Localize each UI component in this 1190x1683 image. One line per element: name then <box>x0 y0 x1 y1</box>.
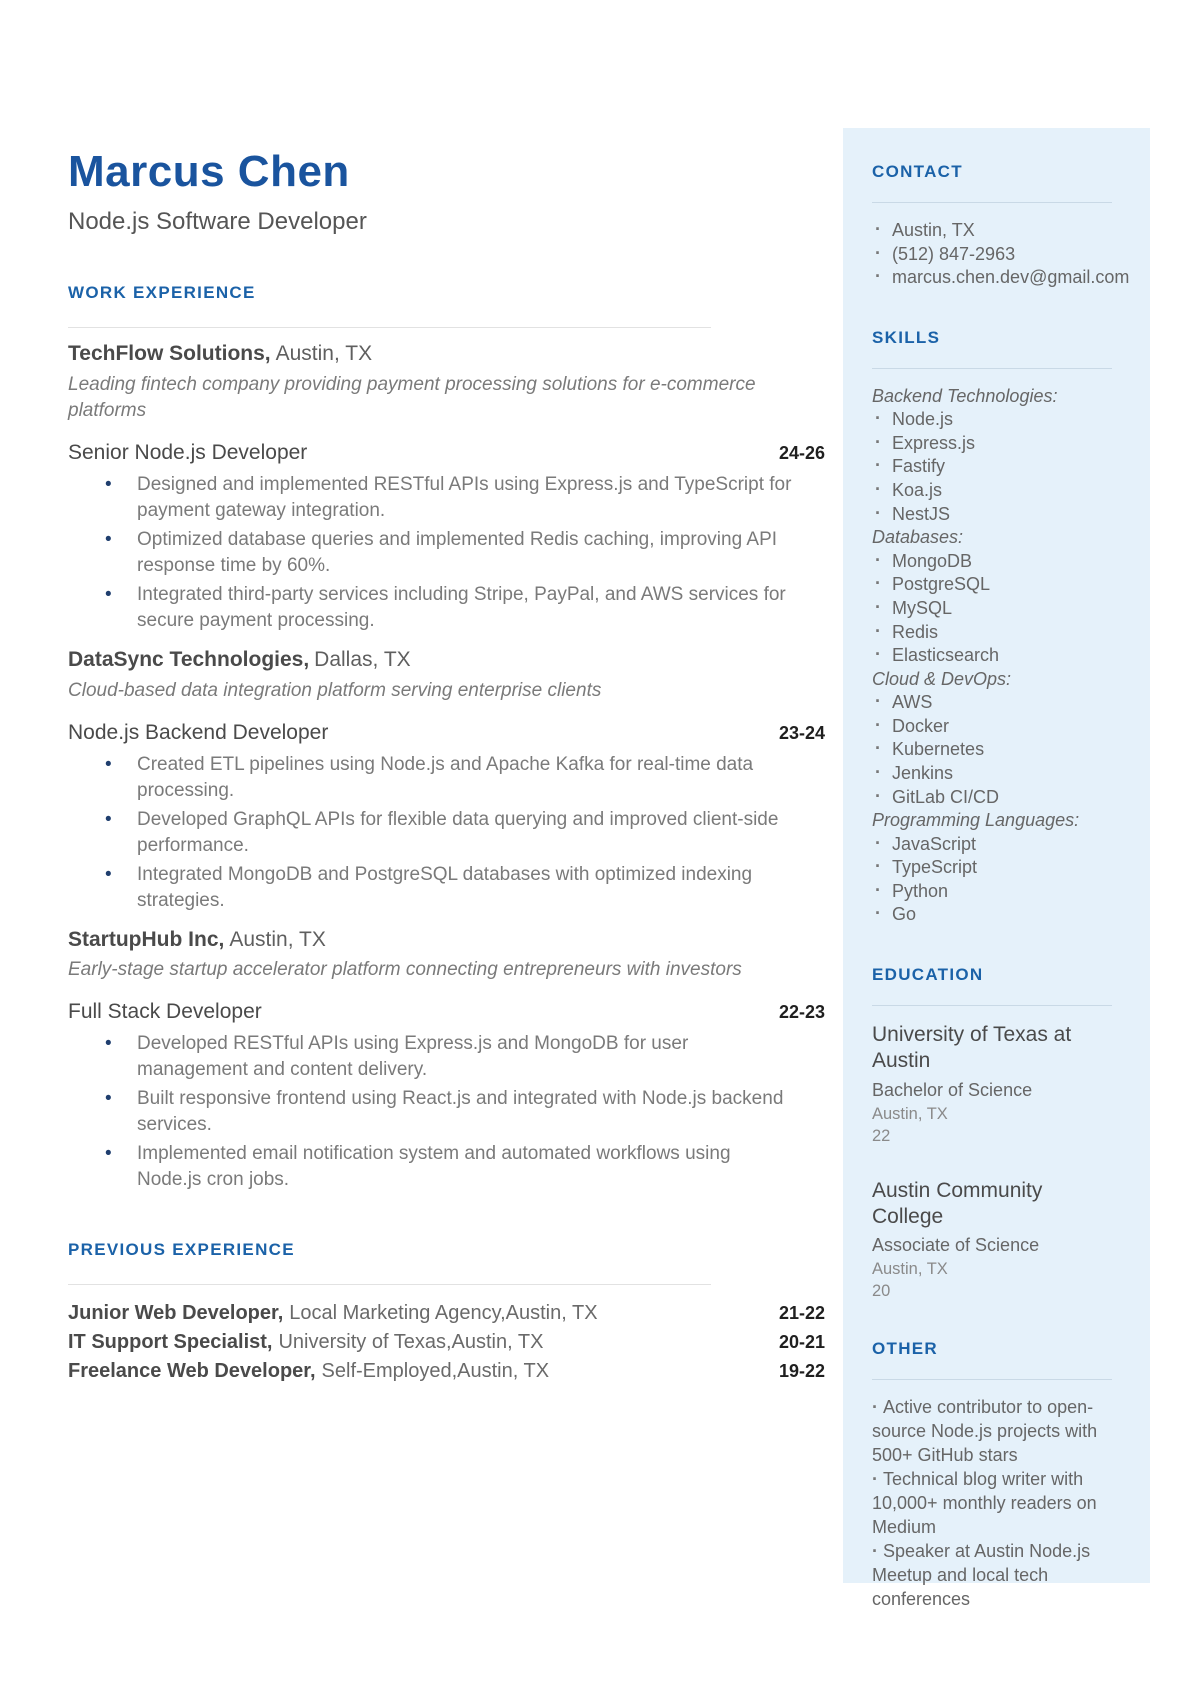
previous-experience-heading: PREVIOUS EXPERIENCE <box>68 1240 295 1260</box>
role-dates: 22-23 <box>778 1002 825 1023</box>
company-name: DataSync Technologies, <box>68 648 310 672</box>
skill-group-label: Cloud & DevOps: <box>872 668 1012 689</box>
company-description: Early-stage startup accelerator platform connecting entrepreneurs with investors <box>68 959 742 981</box>
school-degree: Associate of Science <box>872 1235 1040 1256</box>
role-title: Full Stack Developer <box>68 1000 262 1024</box>
bullet-item: • Developed RESTful APIs using Express.js and MongoDB for user management and content delivery. <box>105 1031 793 1083</box>
list-item-text: Python <box>892 880 949 901</box>
previous-role-org: Self-Employed,Austin, TX <box>321 1360 550 1383</box>
school-entry <box>872 1022 1112 1146</box>
list-item <box>872 880 1112 904</box>
education-heading: EDUCATION <box>872 965 984 985</box>
work-experience-divider <box>68 327 711 328</box>
list-item-text: PostgreSQL <box>892 574 991 595</box>
company-roles <box>68 441 825 634</box>
school-degree: Bachelor of Science <box>872 1079 1033 1100</box>
list-item <box>872 550 1112 574</box>
skills-section <box>872 328 1112 927</box>
list-item-text: Jenkins <box>892 762 954 783</box>
other-divider <box>872 1379 1112 1380</box>
company-line <box>68 340 825 367</box>
list-item <box>872 833 1112 857</box>
list-item <box>872 762 1112 786</box>
list-item-text: MongoDB <box>892 550 973 571</box>
role-dates: 24-26 <box>778 443 825 464</box>
list-item <box>872 432 1112 456</box>
skill-group <box>872 809 1112 927</box>
company-name: TechFlow Solutions, <box>68 342 271 366</box>
role-dates: 23-24 <box>778 722 825 743</box>
other-heading: OTHER <box>872 1339 938 1359</box>
education-divider <box>872 1005 1112 1006</box>
school-name: Austin Community College <box>872 1178 1043 1228</box>
other-item: · Technical blog writer with 10,000+ monthly readers on Medium <box>872 1468 1112 1540</box>
list-item <box>872 786 1112 810</box>
school-name: University of Texas at Austin <box>872 1023 1072 1073</box>
contact-heading: CONTACT <box>872 162 963 181</box>
previous-role-row <box>68 1299 825 1328</box>
other-item: · Active contributor to open-source Node.js projects with 500+ GitHub stars <box>872 1396 1112 1468</box>
list-item <box>872 856 1112 880</box>
bullet-item: • Developed GraphQL APIs for flexible data querying and improved client-side performance. <box>105 807 793 859</box>
list-item-text: JavaScript <box>892 833 977 854</box>
bullet-item: • Built responsive frontend using React.js and integrated with Node.js backend services. <box>105 1086 793 1138</box>
person-job-title: Node.js Software Developer <box>68 208 367 236</box>
education-list <box>872 1022 1112 1301</box>
role-entry <box>68 441 825 634</box>
other-list <box>872 1396 1112 1611</box>
previous-role-row <box>68 1328 825 1357</box>
bullet-item: • Integrated third-party services including Stripe, PayPal, and AWS services for secure payment processing. <box>105 582 793 634</box>
previous-role-dates: 20-21 <box>778 1332 825 1353</box>
list-item <box>872 621 1112 645</box>
previous-role-org: University of Texas,Austin, TX <box>278 1331 544 1354</box>
list-item <box>872 243 1112 267</box>
role-bullets <box>105 1031 825 1193</box>
company-entry <box>68 646 825 914</box>
skill-items <box>872 550 1112 668</box>
contact-section <box>872 162 1130 290</box>
skill-group-label: Databases: <box>872 527 964 548</box>
list-item-text: Docker <box>892 715 950 736</box>
list-item <box>872 503 1112 527</box>
role-bullets <box>105 472 825 634</box>
school-location: Austin, TX <box>872 1104 948 1123</box>
work-experience-list <box>68 340 825 1193</box>
main-column <box>68 148 825 1386</box>
list-item <box>872 219 1112 243</box>
bullet-item: • Integrated MongoDB and PostgreSQL databases with optimized indexing strategies. <box>105 862 793 914</box>
role-row <box>68 441 825 465</box>
list-item-text: MySQL <box>892 597 953 618</box>
list-item-text: AWS <box>892 692 933 713</box>
list-item <box>872 455 1112 479</box>
list-item <box>872 691 1112 715</box>
company-name: StartupHub Inc, <box>68 927 225 951</box>
other-item: · Speaker at Austin Node.js Meetup and local tech conferences <box>872 1540 1112 1612</box>
list-item <box>872 573 1112 597</box>
work-experience-heading: WORK EXPERIENCE <box>68 283 256 303</box>
list-item <box>872 644 1112 668</box>
list-item-text: Express.js <box>892 432 976 453</box>
company-line <box>68 926 825 953</box>
skill-items <box>872 833 1112 927</box>
bullet-item: • Optimized database queries and implemented Redis caching, improving API response time by 60%. <box>105 527 793 579</box>
skill-group-label: Programming Languages: <box>872 810 1080 831</box>
list-item-text: Koa.js <box>892 480 943 501</box>
previous-role-dates: 19-22 <box>778 1361 825 1382</box>
skill-items <box>872 408 1112 526</box>
skills-heading: SKILLS <box>872 327 941 347</box>
role-row <box>68 721 825 745</box>
list-item-text: Austin, TX <box>892 220 975 240</box>
list-item-text: GitLab CI/CD <box>892 786 1000 807</box>
list-item-text: Elasticsearch <box>892 645 1000 666</box>
role-title: Node.js Backend Developer <box>68 720 329 744</box>
company-description: Leading fintech company providing payment processing solutions for e-commerce platforms <box>68 373 756 421</box>
skill-group <box>872 526 1112 667</box>
skills-list <box>872 385 1112 927</box>
company-entry <box>68 926 825 1194</box>
bullet-item: • Created ETL pipelines using Node.js and Apache Kafka for real-time data processing. <box>105 752 793 804</box>
education-section <box>872 965 1112 1301</box>
list-item <box>872 597 1112 621</box>
list-item <box>872 408 1112 432</box>
company-roles <box>68 721 825 914</box>
company-description: Cloud-based data integration platform serving enterprise clients <box>68 679 602 701</box>
bullet-item: • Implemented email notification system and automated workflows using Node.js cron jobs. <box>105 1141 793 1193</box>
role-entry <box>68 1000 825 1193</box>
previous-experience-list <box>68 1299 825 1386</box>
company-roles <box>68 1000 825 1193</box>
previous-experience-divider <box>68 1284 711 1285</box>
school-location: Austin, TX <box>872 1260 948 1279</box>
role-title: Senior Node.js Developer <box>68 441 308 465</box>
list-item-text: Redis <box>892 621 939 642</box>
skill-group <box>872 385 1112 526</box>
list-item-text: marcus.chen.dev@gmail.com <box>892 267 1130 288</box>
person-name: Marcus Chen <box>68 147 350 196</box>
school-year: 20 <box>872 1282 891 1301</box>
list-item <box>872 266 1130 290</box>
previous-role-dates: 21-22 <box>778 1303 825 1324</box>
company-line <box>68 646 825 673</box>
list-item-text: Kubernetes <box>892 739 985 760</box>
previous-role-title: Junior Web Developer, <box>68 1302 284 1325</box>
company-location: Austin, TX <box>275 342 373 366</box>
list-item-text: Node.js <box>892 409 954 430</box>
list-item-text: Go <box>892 904 917 925</box>
company-location: Austin, TX <box>229 927 326 951</box>
skill-group <box>872 668 1112 809</box>
school-year: 22 <box>872 1126 891 1145</box>
previous-role-title: Freelance Web Developer, <box>68 1360 316 1383</box>
previous-role-row <box>68 1357 825 1386</box>
list-item-text: TypeScript <box>892 857 978 878</box>
other-section <box>872 1339 1112 1611</box>
skill-items <box>872 691 1112 809</box>
list-item-text: (512) 847-2963 <box>892 243 1016 264</box>
list-item <box>872 479 1112 503</box>
skill-group-label: Backend Technologies: <box>872 385 1058 406</box>
list-item-text: NestJS <box>892 503 951 524</box>
sidebar-panel <box>843 128 1150 1609</box>
list-item <box>872 715 1112 739</box>
school-entry <box>872 1178 1112 1302</box>
list-item <box>872 903 1112 927</box>
company-location: Dallas, TX <box>314 648 411 672</box>
previous-role-org: Local Marketing Agency,Austin, TX <box>289 1302 598 1325</box>
list-item <box>872 738 1112 762</box>
previous-role-title: IT Support Specialist, <box>68 1331 273 1354</box>
skills-divider <box>872 368 1112 369</box>
company-entry <box>68 340 825 634</box>
contact-divider <box>872 202 1112 203</box>
role-bullets <box>105 752 825 914</box>
role-row <box>68 1000 825 1024</box>
bullet-item: • Designed and implemented RESTful APIs using Express.js and TypeScript for payment gateway integration. <box>105 472 793 524</box>
contact-list <box>872 219 1130 290</box>
list-item-text: Fastify <box>892 456 946 477</box>
role-entry <box>68 721 825 914</box>
